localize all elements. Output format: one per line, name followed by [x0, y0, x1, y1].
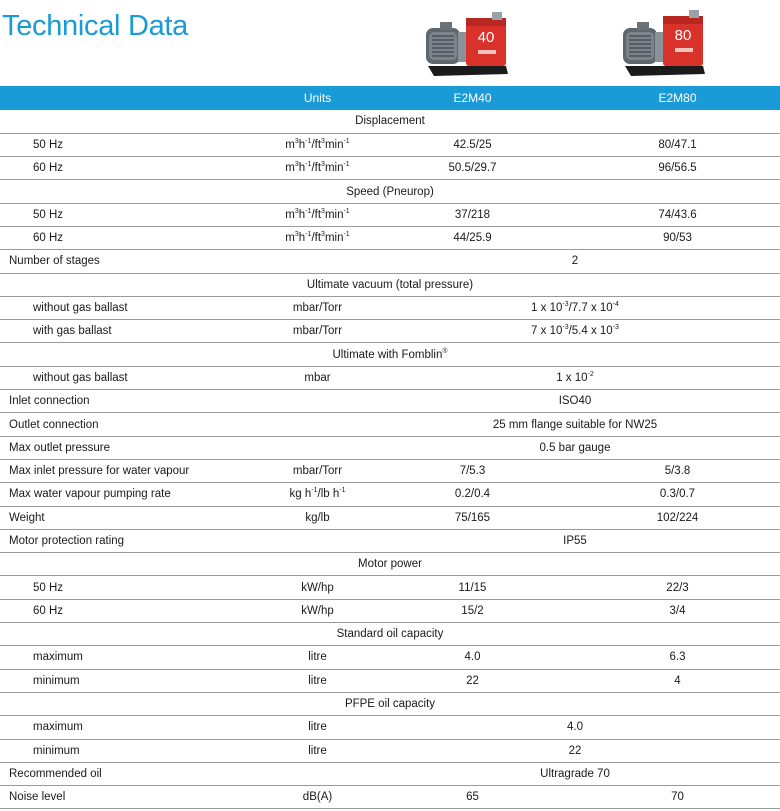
table-row: [0, 762, 780, 785]
row-value-both-models: 1 x $10^{-3}/7.7$ x $10^{-4}$: [370, 296, 780, 319]
table-body: [0, 110, 780, 809]
row-label: Max inlet pressure for water vapour: [0, 459, 265, 482]
row-label: 60 Hz: [0, 599, 265, 622]
row-label: Motor protection rating: [0, 529, 265, 552]
table-row: [0, 296, 780, 319]
row-value-both-models: 4.0: [370, 716, 780, 739]
row-value-e2m40: 42.5/25: [370, 133, 575, 156]
row-unit: litre: [265, 646, 370, 669]
section-header: Ultimate with Fomblin®: [0, 343, 780, 366]
table-header-row: [0, 86, 780, 110]
row-label: Outlet connection: [0, 413, 265, 436]
section-header: Motor power: [0, 553, 780, 576]
row-value-both-models: 25 mm flange suitable for NW25: [370, 413, 780, 436]
section-header: Displacement: [0, 110, 780, 133]
row-value-e2m80: 90/53: [575, 226, 780, 249]
row-value-both-models: ISO40: [370, 390, 780, 413]
table-row: [0, 599, 780, 622]
pump-badge-80: 80: [674, 27, 692, 44]
row-value-e2m80: 96/56.5: [575, 157, 780, 180]
row-unit: $m^3h^{-1}/ft^3\min^{-1}$: [265, 203, 370, 226]
table-row: [0, 133, 780, 156]
row-unit: litre: [265, 716, 370, 739]
table-row: [0, 366, 780, 389]
pump-badge-40: 40: [477, 29, 495, 46]
section-row: [0, 692, 780, 715]
header-e2m40: E2M40: [453, 91, 492, 105]
table-row: [0, 646, 780, 669]
row-value-e2m80: 70: [575, 786, 780, 809]
table-row: [0, 529, 780, 552]
row-unit: kW/hp: [265, 576, 370, 599]
row-label: with gas ballast: [0, 320, 265, 343]
vacuum-pump-icon: [617, 2, 709, 82]
table-row: [0, 669, 780, 692]
row-label: 60 Hz: [0, 157, 265, 180]
row-label: 50 Hz: [0, 133, 265, 156]
row-unit: mbar/Torr: [265, 320, 370, 343]
row-value-e2m80: 3/4: [575, 599, 780, 622]
row-unit: [265, 250, 370, 273]
row-unit: dB(A): [265, 786, 370, 809]
section-row: [0, 110, 780, 133]
table-row: [0, 203, 780, 226]
row-label: 50 Hz: [0, 203, 265, 226]
row-unit: [265, 413, 370, 436]
row-value-e2m40: 4.0: [370, 646, 575, 669]
row-label: Recommended oil: [0, 762, 265, 785]
row-value-e2m40: 37/218: [370, 203, 575, 226]
row-value-e2m80: 4: [575, 669, 780, 692]
row-unit: mbar/Torr: [265, 296, 370, 319]
section-header: Ultimate vacuum (total pressure): [0, 273, 780, 296]
header-e2m80: E2M80: [658, 91, 697, 105]
row-label: minimum: [0, 739, 265, 762]
row-value-e2m80: 102/224: [575, 506, 780, 529]
row-value-both-models: 22: [370, 739, 780, 762]
row-value-e2m40: 7/5.3: [370, 459, 575, 482]
row-value-e2m40: 65: [370, 786, 575, 809]
table-row: [0, 576, 780, 599]
row-label: maximum: [0, 646, 265, 669]
section-header: Standard oil capacity: [0, 623, 780, 646]
row-unit: litre: [265, 739, 370, 762]
row-value-both-models: 7 x $10^{-3}/5.4$ x $10^{-3}$: [370, 320, 780, 343]
table-row: [0, 786, 780, 809]
row-label: Weight: [0, 506, 265, 529]
row-value-both-models: 0.5 bar gauge: [370, 436, 780, 459]
row-label: maximum: [0, 716, 265, 739]
section-row: [0, 273, 780, 296]
row-label: without gas ballast: [0, 296, 265, 319]
row-unit: kg $h^{-1}/lb$ $h^{-1}$: [265, 483, 370, 506]
row-value-e2m40: 75/165: [370, 506, 575, 529]
row-value-both-models: 1 x $10^{-2}$: [370, 366, 780, 389]
table-row: [0, 157, 780, 180]
row-value-both-models: IP55: [370, 529, 780, 552]
table-row: [0, 506, 780, 529]
row-label: minimum: [0, 669, 265, 692]
row-label: Number of stages: [0, 250, 265, 273]
table-row: [0, 390, 780, 413]
row-value-e2m80: 0.3/0.7: [575, 483, 780, 506]
table-row: [0, 413, 780, 436]
row-unit: $m^3h^{-1}/ft^3\min^{-1}$: [265, 157, 370, 180]
row-label: 60 Hz: [0, 226, 265, 249]
row-unit: $m^3h^{-1}/ft^3\min^{-1}$: [265, 226, 370, 249]
table-row: [0, 716, 780, 739]
row-value-e2m80: 74/43.6: [575, 203, 780, 226]
row-value-e2m40: 15/2: [370, 599, 575, 622]
table-row: [0, 739, 780, 762]
row-value-e2m80: 5/3.8: [575, 459, 780, 482]
row-unit: [265, 390, 370, 413]
row-unit: [265, 436, 370, 459]
header-parameter: [0, 86, 265, 110]
page-title: Technical Data: [2, 10, 189, 42]
row-value-both-models: Ultragrade 70: [370, 762, 780, 785]
section-header: Speed (Pneurop): [0, 180, 780, 203]
vacuum-pump-icon: [420, 2, 512, 82]
row-label: Max outlet pressure: [0, 436, 265, 459]
row-value-e2m40: 11/15: [370, 576, 575, 599]
section-row: [0, 343, 780, 366]
header-units: Units: [303, 91, 332, 105]
row-label: without gas ballast: [0, 366, 265, 389]
row-value-e2m80: 22/3: [575, 576, 780, 599]
section-header: PFPE oil capacity: [0, 692, 780, 715]
row-unit: kg/lb: [265, 506, 370, 529]
section-row: [0, 180, 780, 203]
row-unit: [265, 762, 370, 785]
row-value-e2m40: 44/25.9: [370, 226, 575, 249]
table-row: [0, 459, 780, 482]
row-unit: mbar: [265, 366, 370, 389]
table-row: [0, 250, 780, 273]
row-value-e2m40: 50.5/29.7: [370, 157, 575, 180]
row-label: 50 Hz: [0, 576, 265, 599]
row-label: Noise level: [0, 786, 265, 809]
row-unit: litre: [265, 669, 370, 692]
table-row: [0, 226, 780, 249]
technical-data-table: [0, 86, 780, 809]
table-row: [0, 483, 780, 506]
section-row: [0, 553, 780, 576]
row-unit: [265, 529, 370, 552]
row-value-e2m80: 80/47.1: [575, 133, 780, 156]
row-unit: $m^3h^{-1}/ft^3\min^{-1}$: [265, 133, 370, 156]
row-value-e2m40: 22: [370, 669, 575, 692]
table-row: [0, 436, 780, 459]
row-value-e2m40: 0.2/0.4: [370, 483, 575, 506]
row-unit: mbar/Torr: [265, 459, 370, 482]
row-unit: kW/hp: [265, 599, 370, 622]
row-label: Max water vapour pumping rate: [0, 483, 265, 506]
row-label: Inlet connection: [0, 390, 265, 413]
row-value-e2m80: 6.3: [575, 646, 780, 669]
table-row: [0, 320, 780, 343]
section-row: [0, 623, 780, 646]
row-value-both-models: 2: [370, 250, 780, 273]
